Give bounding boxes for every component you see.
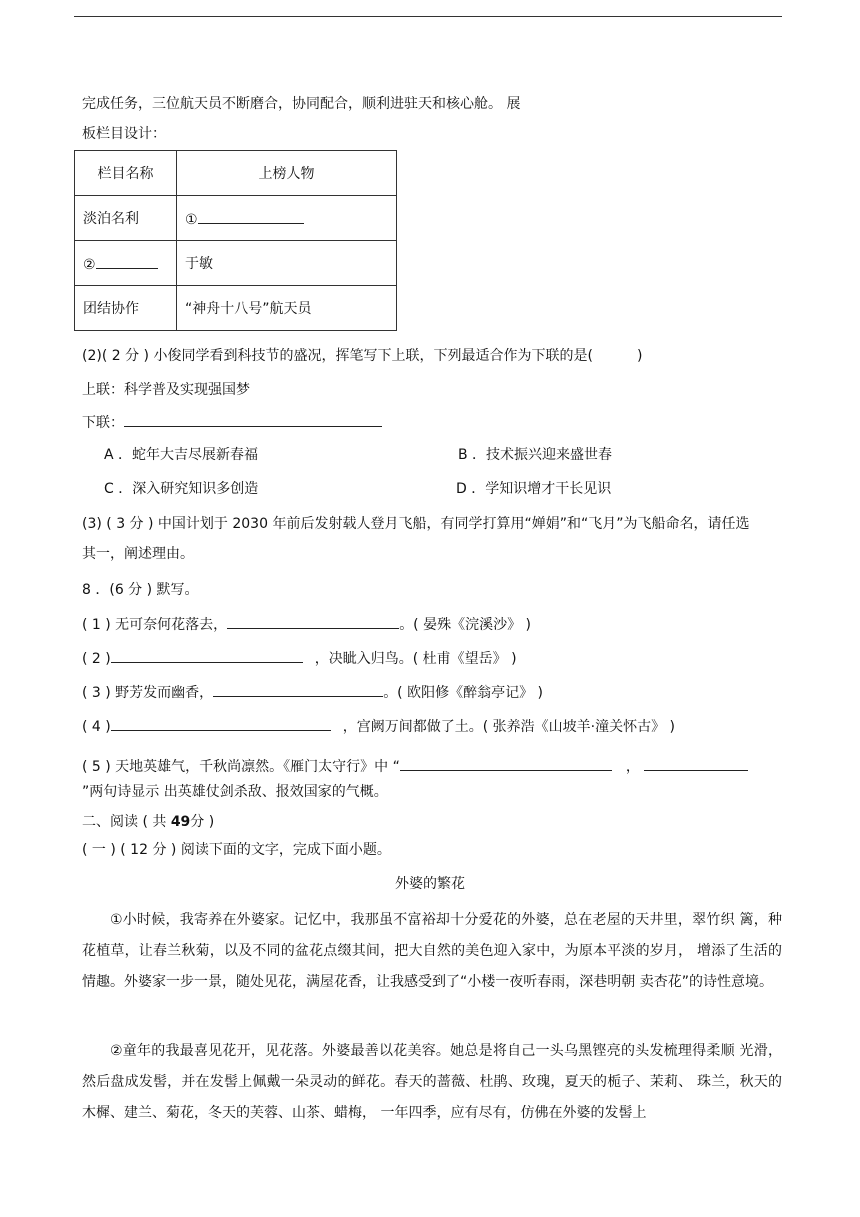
table-cell: 于敏 (177, 241, 397, 286)
answer-blank[interactable] (227, 614, 399, 629)
answer-blank[interactable] (124, 412, 382, 427)
answer-blank[interactable] (111, 716, 331, 731)
question-3-line-2: 其一，阐述理由。 (82, 546, 194, 562)
table-cell: 团结协作 (75, 286, 177, 331)
dictation-item-2: ( 2 ) ，决眦入归鸟。( 杜甫《望岳》 ) (82, 648, 517, 669)
table-header-cell: 栏目名称 (75, 151, 177, 196)
table-header-row (75, 151, 397, 196)
answer-blank[interactable] (213, 682, 383, 697)
answer-blank[interactable] (111, 648, 303, 663)
section-2-title: 二、阅读 ( 共 49分 ) (82, 814, 215, 830)
table-cell (177, 196, 397, 241)
dictation-item-5: ( 5 ) 天地英雄气，千秋尚凛然。《雁门太守行》中 “ ， (82, 756, 748, 777)
article-title: 外婆的繁花 (395, 876, 465, 892)
option-a[interactable]: A ．蛇年大吉尽展新春福 (104, 447, 259, 463)
header-rule (74, 16, 782, 17)
question-8-title: 8 ．(6 分 ) 默写。 (82, 582, 199, 598)
table-row (75, 241, 397, 286)
dictation-item-3: ( 3 ) 野芳发而幽香， 。( 欧阳修《醉翁亭记》 ) (82, 682, 543, 703)
answer-blank[interactable] (198, 209, 304, 224)
dictation-item-1: ( 1 ) 无可奈何花落去， 。( 晏殊《浣溪沙》 ) (82, 614, 531, 635)
table-row (75, 286, 397, 331)
dictation-item-4: ( 4 ) ，宫阙万间都做了土。( 张养浩《山坡羊·潼关怀古》 ) (82, 716, 675, 737)
option-d[interactable]: D ．学知识增才干长见识 (456, 481, 612, 497)
question-2-stem: (2)( 2 分 ) 小俊同学看到科技节的盛况，挥笔写下上联，下列最适合作为下联的是( ) (82, 348, 643, 364)
article-paragraph-2: ②童年的我最喜见花开，见花落。外婆最善以花美容。她总是将自己一头乌黑铿亮的头发梳理得柔顺 光滑，然后盘成发髻，并在发髻上佩戴一朵灵动的鲜花。春天的蔷薇、杜鹃、玫瑰，夏天的栀子、茉莉、 珠兰，秋天的木樨、建兰、菊花，冬天的芙蓉、山茶、蜡梅， 一年四季，应有尽有，仿佛在外婆的发髻上 (82, 1043, 782, 1121)
option-b[interactable]: B ．技术振兴迎来盛世春 (458, 447, 613, 463)
section-2-subtitle: ( 一 ) ( 12 分 ) 阅读下面的文字，完成下面小题。 (82, 842, 391, 858)
intro-line-2: 板栏目设计： (82, 126, 166, 142)
table-cell (75, 241, 177, 286)
answer-blank[interactable] (644, 756, 748, 771)
answer-blank[interactable] (96, 254, 158, 269)
blank-label: ① (185, 211, 198, 228)
answer-blank[interactable] (400, 756, 612, 771)
lower-couplet: 下联： (82, 412, 382, 433)
blank-label: ② (83, 256, 96, 273)
table-row (75, 196, 397, 241)
option-c[interactable]: C ．深入研究知识多创造 (104, 481, 259, 497)
dictation-item-5-line-2: ”两句诗显示 出英雄仗剑杀敌、报效国家的气概。 (82, 784, 388, 800)
question-3-line-1: (3) ( 3 分 ) 中国计划于 2030 年前后发射载人登月飞船，有同学打算用“婵娟”和“飞月”为飞船命名，请任选 (82, 516, 750, 532)
article-paragraph-1: ①小时候，我寄养在外婆家。记忆中，我那虽不富裕却十分爱花的外婆，总在老屋的天井里，翠竹织 篱，种花植草，让春兰秋菊，以及不同的盆花点缀其间，把大自然的美色迎入家中，为原本平淡的岁月， 增添了生活的情趣。外婆家一步一景，随处见花，满屋花香，让我感受到了“小楼一夜听春雨，深巷明朝 卖杏花”的诗性意境。 (82, 912, 782, 990)
column-design-table (74, 150, 397, 331)
intro-line-1: 完成任务，三位航天员不断磨合，协同配合，顺利进驻天和核心舱。 展 (82, 96, 521, 112)
table-cell: 淡泊名利 (75, 196, 177, 241)
table-header-cell: 上榜人物 (177, 151, 397, 196)
table-cell: “神舟十八号”航天员 (177, 286, 397, 331)
upper-couplet: 上联：科学普及实现强国梦 (82, 382, 250, 398)
